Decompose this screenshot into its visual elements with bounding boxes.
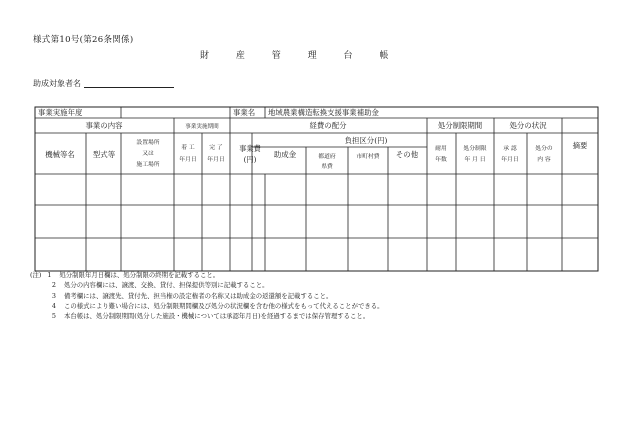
column-project-cost: (円) — [243, 155, 257, 164]
project-name-label: 事業名 — [233, 108, 256, 117]
fiscal-year-label: 事業実施年度 — [38, 108, 83, 117]
column-start-date: 年月日 — [179, 157, 197, 163]
column-project-cost: 事業費 — [239, 144, 261, 153]
group-project-period: 事業実施期間 — [185, 124, 219, 130]
column-completion-date: 年月日 — [207, 157, 225, 163]
title-char: 管 — [271, 51, 281, 61]
form-number: 様式第10号(第26条関係) — [33, 35, 134, 45]
column-approval-date: 承 認 — [503, 146, 517, 152]
note-item — [30, 280, 384, 290]
title-char: 理 — [307, 51, 317, 61]
note-item — [30, 311, 384, 321]
project-name-value: 地域農業構造転換支援事業補助金 — [268, 108, 379, 117]
table-border — [35, 107, 598, 271]
note-number: 3 — [51, 291, 56, 300]
title-char: 産 — [235, 51, 245, 61]
column-model: 型式等 — [92, 150, 116, 159]
note-number: 2 — [51, 281, 56, 290]
group-disposal-period: 処分制限期間 — [437, 121, 483, 130]
group-disposal-status: 処分の状況 — [509, 121, 547, 130]
title-char: 帳 — [379, 51, 389, 61]
group-project-content: 事業の内容 — [85, 121, 123, 130]
note-text: 処分の内容欄には、譲渡、交換、貸付、担保提供等別に記載すること。 — [64, 281, 269, 290]
column-subsidy: 助成金 — [273, 150, 297, 159]
column-location: 施工場所 — [136, 162, 160, 168]
column-prefecture: 都道府 — [318, 154, 336, 160]
column-disposal-content: 内 容 — [537, 157, 551, 163]
column-location: 設置場所 — [136, 140, 160, 146]
column-start-date: 着 工 — [181, 145, 195, 151]
note-text: 本台帳は、処分制限期間(処分した施設・機械については承認年月日)を経過するまでは保存管理すること。 — [64, 312, 370, 321]
note-item — [30, 291, 384, 301]
column-location: 又は — [142, 151, 154, 157]
column-municipal: 市町村費 — [356, 154, 380, 160]
title-char: 財 — [200, 51, 210, 61]
group-cost-allocation: 経費の配分 — [309, 121, 347, 130]
note-text: この様式により難い場合には、処分制限期間欄及び処分の状況欄を含む他の様式をもって代えることができる。 — [64, 301, 384, 310]
column-completion-date: 完 了 — [209, 145, 223, 151]
grantee-label: 助成対象者名 — [33, 79, 81, 88]
note-item — [30, 301, 384, 311]
column-disposal-content: 処分の — [535, 146, 553, 152]
column-other: その他 — [395, 150, 419, 159]
group-burden-breakdown: 負担区分(円) — [344, 136, 388, 145]
note-item — [30, 270, 384, 280]
notes-prefix: (注) — [30, 271, 42, 279]
column-disposal-end: 年 月 日 — [464, 157, 486, 163]
note-text: 備考欄には、譲渡先、貸付先、担当権の設定権者の名称又は助成金の返還額を記載すること。 — [64, 291, 333, 300]
column-prefecture: 県費 — [321, 164, 333, 170]
note-number: 5 — [51, 312, 56, 321]
column-useful-life: 年数 — [435, 157, 447, 163]
note-number: 1 — [47, 271, 52, 279]
notes-section — [30, 270, 384, 321]
title-char: 台 — [343, 51, 353, 61]
column-remarks: 摘要 — [572, 141, 588, 150]
note-number: 4 — [51, 301, 56, 310]
column-approval-date: 年月日 — [501, 157, 519, 163]
column-useful-life: 耐用 — [435, 146, 447, 152]
note-text: 処分制限年月日欄は、処分制限の終期を記載すること。 — [59, 271, 220, 279]
column-machine-name: 機械等名 — [45, 150, 75, 159]
column-disposal-end: 処分制限 — [463, 146, 487, 152]
